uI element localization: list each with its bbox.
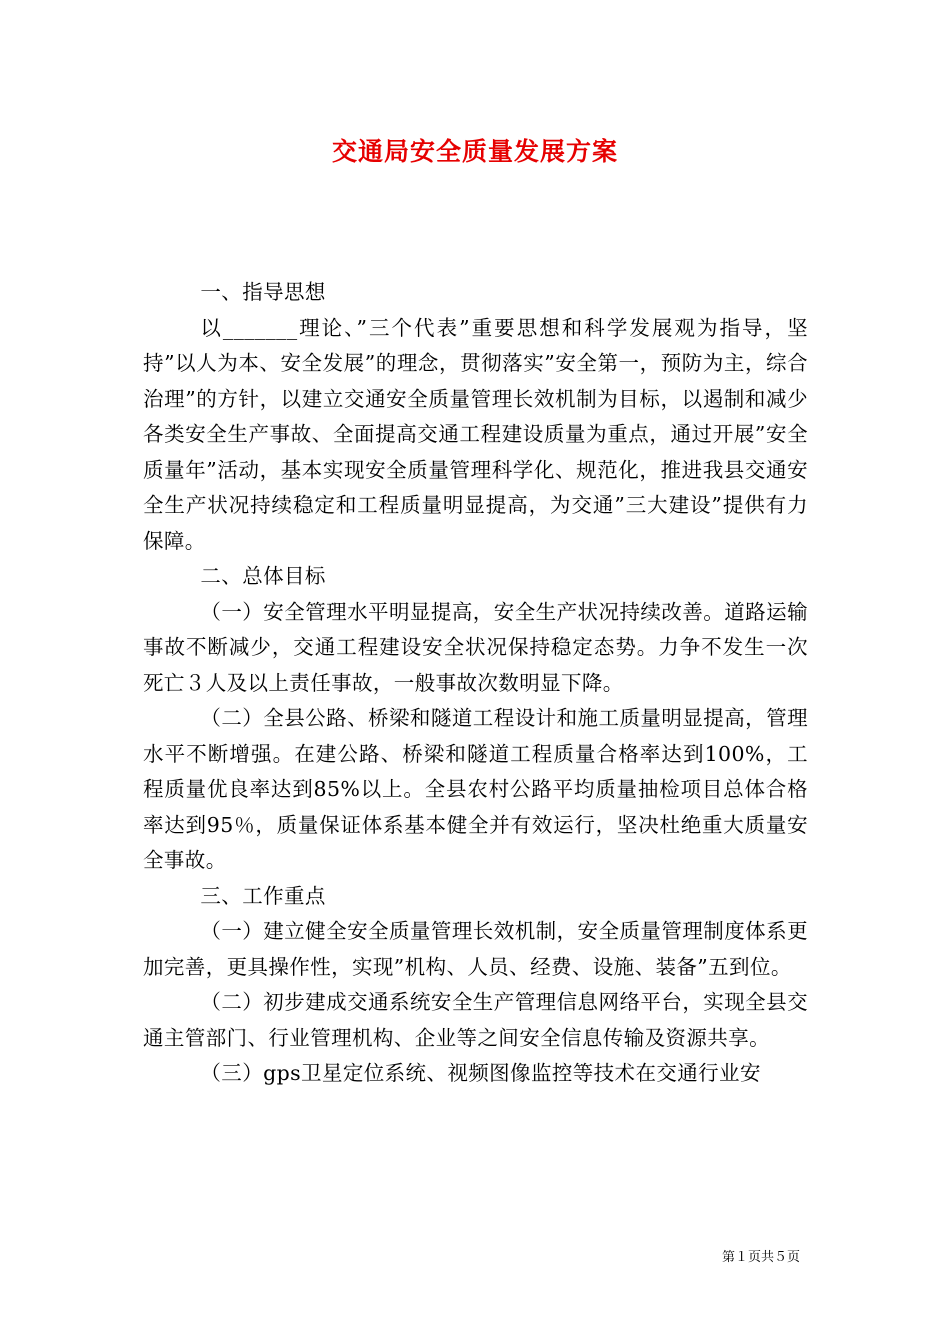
section-work-focus <box>143 879 808 1092</box>
paragraph: （二）全县公路、桥梁和隧道工程设计和施工质量明显提高，管理水平不断增强。在建公路、桥梁和隧道工程质量合格率达到100%，工程质量优良率达到85%以上。全县农村公路平均质量抽检项目总体合格率达到95％，质量保证体系基本健全并有效运行，坚决杜绝重大质量安全事故。 <box>143 706 808 872</box>
document-body <box>143 275 808 1092</box>
paragraph: （三）gps卫星定位系统、视频图像监控等技术在交通行业安 <box>200 1061 761 1085</box>
section-heading: 二、总体目标 <box>200 564 326 588</box>
document-title: 交通局安全质量发展方案 <box>331 137 618 166</box>
section-guiding-ideology <box>143 275 808 559</box>
section-overall-goals <box>143 559 808 879</box>
paragraph: （二）初步建成交通系统安全生产管理信息网络平台，实现全县交通主管部门、行业管理机构、企业等之间安全信息传输及资源共享。 <box>143 990 808 1050</box>
paragraph: （一）建立健全安全质量管理长效机制，安全质量管理制度体系更加完善，更具操作性，实现”机构、人员、经费、设施、装备”五到位。 <box>143 919 808 979</box>
page-indicator: 第１页共５页 <box>721 1250 800 1265</box>
section-heading: 三、工作重点 <box>200 883 326 908</box>
section-heading: 一、指导思想 <box>200 280 326 304</box>
paragraph: 以_______理论、”三个代表”重要思想和科学发展观为指导，坚持”以人为本、安全发展”的理念，贯彻落实”安全第一，预防为主，综合治理”的方针，以建立交通安全质量管理长效机制为目标，以遏制和减少各类安全生产事故、全面提高交通工程建设质量为重点，通过开展”安全质量年”活动，基本实现安全质量管理科学化、规范化，推进我县交通安全生产状况持续稳定和工程质量明显提高，为交通”三大建设”提供有力保障。 <box>143 315 808 553</box>
paragraph: （一）安全管理水平明显提高，安全生产状况持续改善。道路运输事故不断减少，交通工程建设安全状况保持稳定态势。力争不发生一次死亡３人及以上责任事故，一般事故次数明显下降。 <box>143 599 808 695</box>
